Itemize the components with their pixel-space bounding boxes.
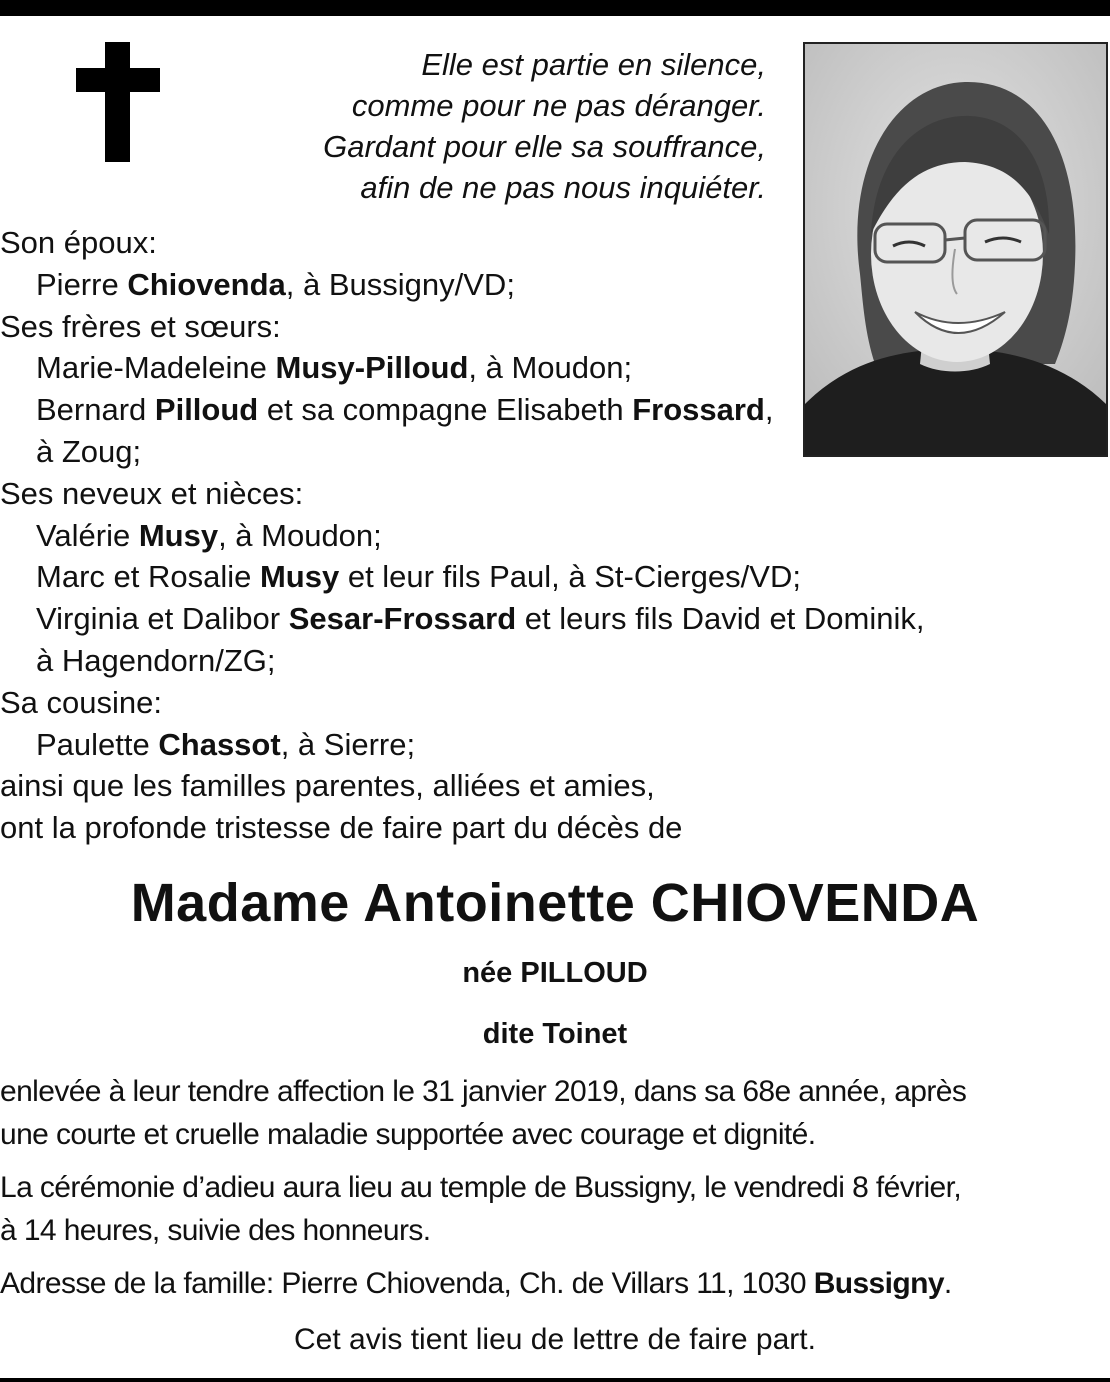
poem-line: Gardant pour elle sa souffrance, xyxy=(323,129,766,164)
family-member-continued: à Hagendorn/ZG; xyxy=(36,642,276,678)
poem xyxy=(200,44,766,208)
bottom-rule xyxy=(0,1378,1110,1382)
family-member: Marc et Rosalie Musy et leur fils Paul, à St-Cierges/VD; xyxy=(36,559,801,595)
deceased-name: Madame Antoinette CHIOVENDA xyxy=(130,873,980,933)
family-member-continued: à Zoug; xyxy=(36,433,142,469)
family-member: Pierre Chiovenda, à Bussigny/VD; xyxy=(36,266,515,302)
family-member: Valérie Musy, à Moudon; xyxy=(36,517,382,553)
cross-icon xyxy=(76,42,160,162)
poem-line: Elle est partie en silence, xyxy=(421,47,766,82)
family-member: Marie-Madeleine Musy-Pilloud, à Moudon; xyxy=(36,350,633,386)
spouse-heading: Son époux: xyxy=(0,225,157,260)
siblings-heading: Ses frères et sœurs: xyxy=(0,308,281,344)
poem-line: comme pour ne pas déranger. xyxy=(351,88,766,123)
closing-note: Cet avis tient lieu de lettre de faire part. xyxy=(294,1323,816,1356)
maiden-name: née PILLOUD xyxy=(462,957,648,989)
death-paragraph: enlevée à leur tendre affection le 31 janvier 2019, dans sa 68e année, après une courte et cruelle maladie supportée avec courage et dignité. xyxy=(0,1075,967,1151)
nickname: dite Toinet xyxy=(482,1018,628,1050)
family-address: Adresse de la famille: Pierre Chiovenda, Ch. de Villars 11, 1030 Bussigny. xyxy=(0,1267,952,1300)
cousin-heading: Sa cousine: xyxy=(0,684,162,720)
ceremony-paragraph: La cérémonie d’adieu aura lieu au temple de Bussigny, le vendredi 8 février, à 14 heures, suivie des honneurs. xyxy=(0,1171,962,1247)
family-list xyxy=(0,222,1110,849)
family-member: Bernard Pilloud et sa compagne Elisabeth Frossard, xyxy=(36,392,774,428)
top-rule xyxy=(0,0,1110,16)
poem-line: afin de ne pas nous inquiéter. xyxy=(360,170,766,205)
family-member: Paulette Chassot, à Sierre; xyxy=(36,726,416,762)
nephews-heading: Ses neveux et nièces: xyxy=(0,475,304,511)
families-line: ainsi que les familles parentes, alliées et amies, xyxy=(0,768,655,804)
announce-line: ont la profonde tristesse de faire part du décès de xyxy=(0,810,683,846)
family-member: Virginia et Dalibor Sesar-Frossard et leurs fils David et Dominik, xyxy=(36,601,925,637)
